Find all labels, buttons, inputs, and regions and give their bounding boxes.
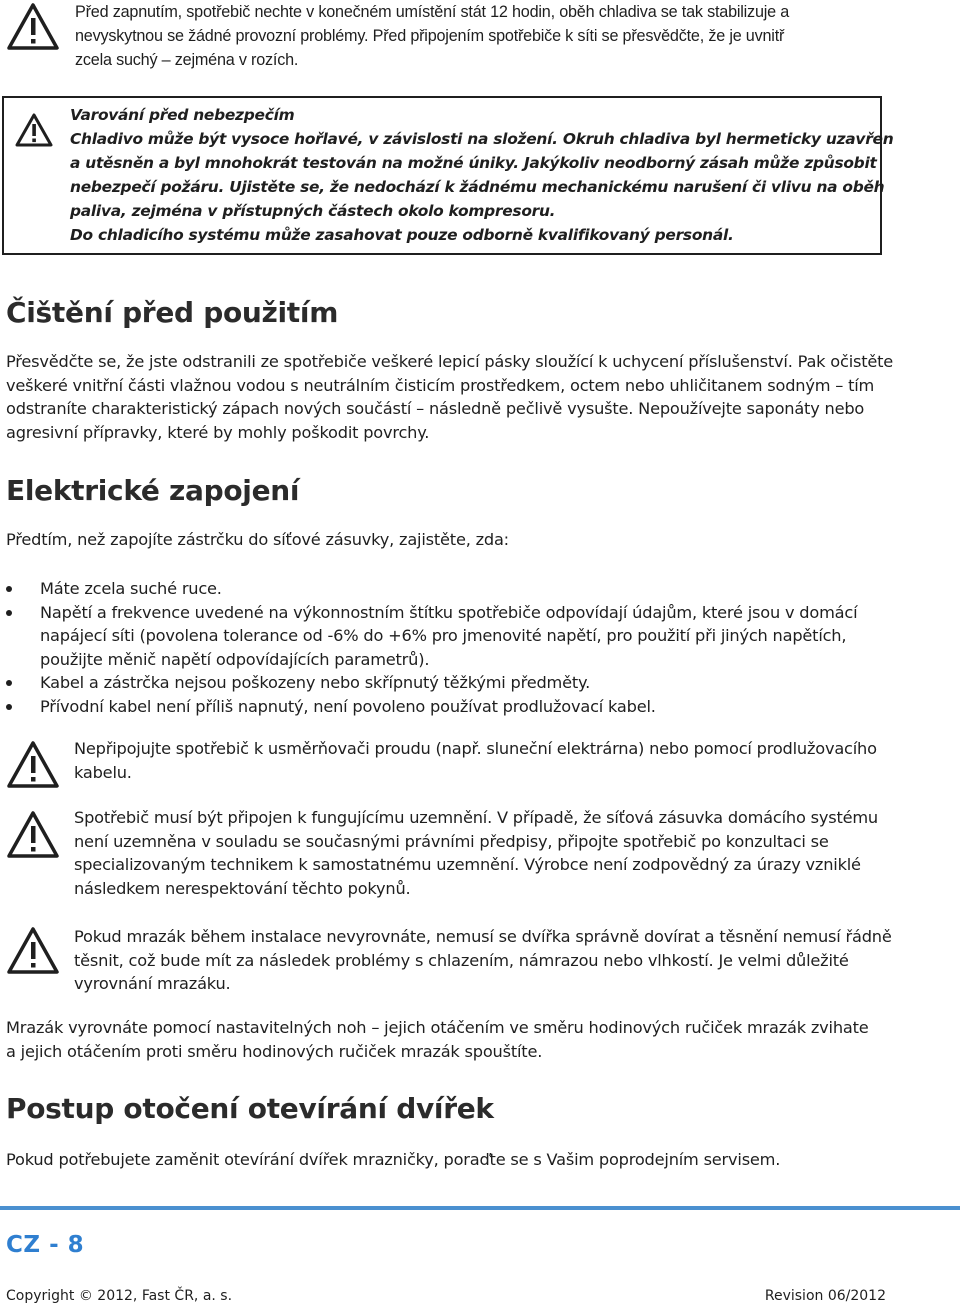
text-line: agresivní přípravky, které by mohly poškodit povrchy. (6, 422, 430, 442)
text-line: specializovaným technikem k samostatnému uzemnění. Výrobce není zodpovědný za úrazy vzniklé (74, 855, 861, 874)
section-heading-cleaning: Čištění před použitím (6, 296, 339, 329)
hazard-title: Varování před nebezpečím (70, 106, 295, 124)
warning-triangle-icon (14, 112, 54, 148)
section-heading-electrical: Elektrické zapojení (6, 474, 300, 507)
text-line: Mrazák vyrovnáte pomocí nastavitelných noh – jejich otáčením ve směru hodinových ručiček mrazák zvihate (6, 1018, 869, 1037)
page-number: CZ - 8 (6, 1232, 85, 1258)
text-line: není uzemněna v souladu se současnými právními předpisy, připojte spotřebič po konzultaci se (74, 831, 829, 851)
cleaning-paragraph (6, 350, 894, 444)
text-line: Nepřipojujte spotřebič k usměrňovači proudu (např. sluneční elektrárna) nebo pomocí prodlužovacího (74, 739, 877, 758)
text-line: a utěsněn a byl mnohokrát testován na možné úniky. Jakýkoliv neodborný zásah může způsobit (70, 154, 877, 172)
text-line: Pokud potřebujete zaměnit otevírání dvířek mrazničky, poraďte se s Vašim poprodejním servisem. (6, 1150, 781, 1169)
text-line: kabelu. (74, 762, 132, 782)
warning-triangle-icon (6, 740, 60, 790)
text-line: Napětí a frekvence uvedené na výkonnostním štítku spotřebiče odpovídají údajům, které jsou v domácí (40, 602, 858, 622)
text-line: Kabel a zástrčka nejsou poškozeny nebo skřípnutý těžkými předměty. (40, 673, 591, 692)
leveling-paragraph (6, 1016, 888, 1063)
copyright-text: Copyright © 2012, Fast ČR, a. s. (6, 1288, 233, 1304)
text-line: napájecí síti (povolena tolerance od -6% do +6% pro jmenovité napětí, pro použití při jiných napětích, (40, 626, 847, 645)
text-line: Přesvědčte se, že jste odstranili ze spotřebiče veškeré lepicí pásky sloužící k uchycení příslušenství. Pak očistěte (6, 352, 894, 371)
text-line: použijte měnič napětí odpovídajících parametrů). (40, 649, 430, 669)
text-line: odstraníte charakteristický zápach nových součástí – následně pečlivě vysušte. Nepoužívejte saponáty nebo (6, 399, 865, 418)
warning-leveling (74, 925, 892, 996)
list-item (6, 671, 888, 695)
text-line: vyrovnání mrazáku. (74, 974, 231, 993)
warning-triangle-icon (6, 2, 60, 52)
text-line: nevyskytnou se žádné provozní problémy. Před připojením spotřebiče k síti se přesvědčte, že je uvnitř (75, 27, 785, 45)
text-line: paliva, zejména v přístupných částech okolo kompresoru. (70, 202, 556, 220)
text-line: Předtím, než zapojíte zástrčku do síťové zásuvky, zajistěte, zda: (6, 530, 509, 549)
text-line: Před zapnutím, spotřebič nechte v konečném umístění stát 12 hodin, oběh chladiva se tak stabilizuje a (75, 3, 790, 21)
hazard-text (70, 103, 894, 247)
text-line: zcela suchý – zejména v rozích. (75, 51, 299, 69)
door-paragraph (6, 1148, 888, 1172)
section-heading-door: Postup otočení otevírání dvířek (6, 1092, 494, 1125)
intro-paragraph (75, 0, 890, 72)
text-line: Máte zcela suché ruce. (40, 579, 222, 598)
bullet-icon (6, 680, 12, 686)
text-line: Spotřebič musí být připojen k fungujícímu uzemnění. V případě, že síťová zásuvka domácího systému (74, 808, 878, 827)
list-item (6, 601, 888, 672)
warning-triangle-icon (6, 810, 60, 860)
text-line: Do chladicího systému může zasahovat pouze odborně kvalifikovaný personál. (70, 226, 734, 244)
warning-triangle-icon (6, 926, 60, 976)
text-line: Pokud mrazák během instalace nevyrovnáte, nemusí se dvířka správně dovírat a těsnění nemusí řádně (74, 927, 892, 946)
checklist (6, 577, 888, 718)
warning-rectifier (74, 737, 886, 784)
revision-text: Revision 06/2012 (764, 1288, 886, 1304)
list-item (6, 695, 888, 719)
text-line: Přívodní kabel není příliš napnutý, není povoleno používat prodlužovací kabel. (40, 696, 656, 716)
warning-grounding (74, 806, 886, 900)
hazard-warning-box (2, 96, 894, 255)
text-line: následkem nerespektování těchto pokynů. (74, 878, 411, 898)
text-line: veškeré vnitřní části vlažnou vodou s neutrálním čisticím prostředkem, octem nebo uhličitanem sodným – tím (6, 375, 875, 395)
bullet-icon (6, 586, 12, 592)
electrical-intro (6, 528, 888, 552)
text-line: Chladivo může být vysoce hořlavé, v závislosti na složení. Okruh chladiva byl hermeticky uzavřen (70, 130, 894, 148)
list-item (6, 577, 888, 601)
bullet-icon (6, 704, 12, 710)
footer-divider (0, 1206, 960, 1210)
bullet-icon (6, 610, 12, 616)
text-line: těsnit, což bude mít za následek problémy s chlazením, námrazou nebo vlhkostí. Je velmi důležité (74, 950, 849, 970)
text-line: a jejich otáčením proti směru hodinových ručiček mrazák spouštíte. (6, 1041, 543, 1061)
text-line: nebezpečí požáru. Ujistěte se, že nedochází k žádnému mechanickému narušení či vlivu na oběh (70, 178, 885, 196)
